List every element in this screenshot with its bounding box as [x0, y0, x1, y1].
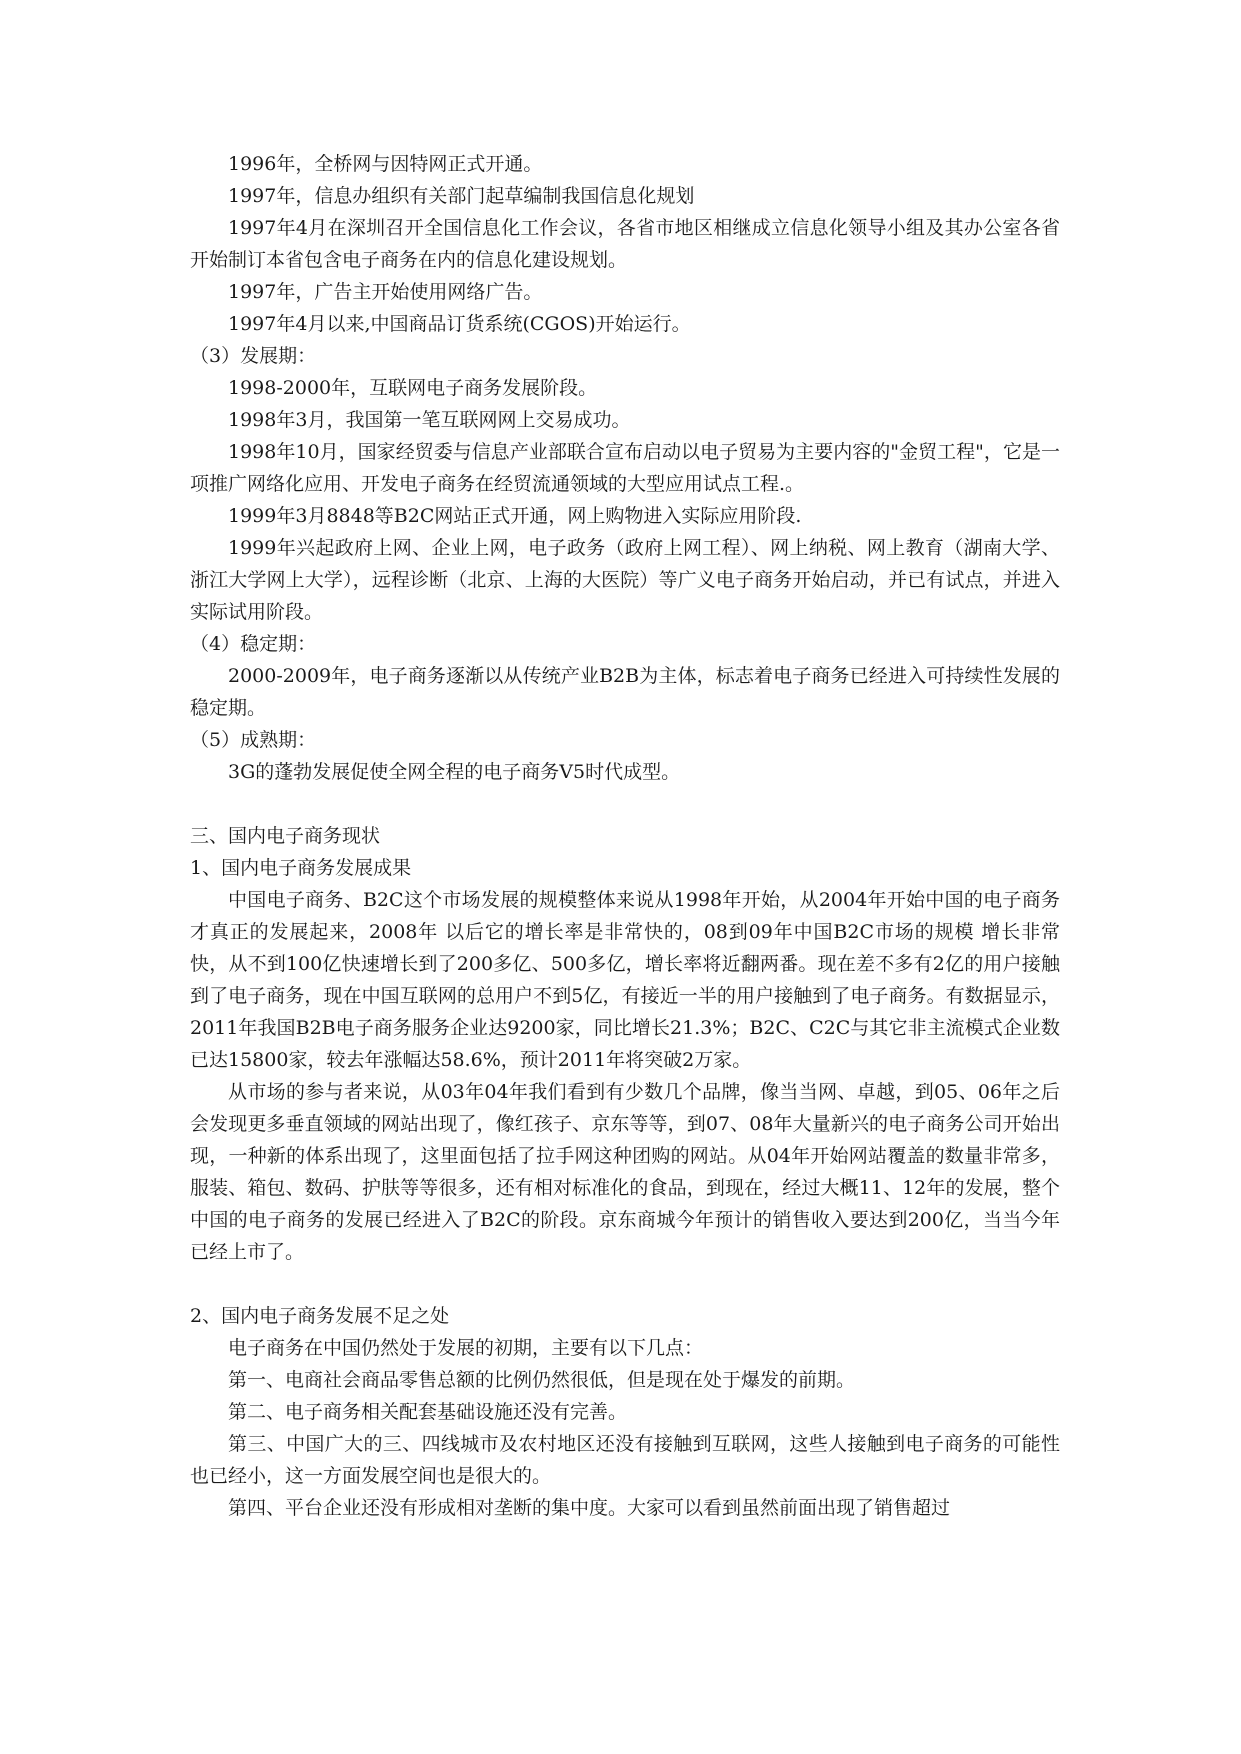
body-paragraph: 1997年，广告主开始使用网络广告。 — [228, 281, 543, 303]
body-paragraph: 1999年3月8848等B2C网站正式开通，网上购物进入实际应用阶段. — [228, 505, 802, 527]
body-paragraph: 1997年4月以来,中国商品订货系统(CGOS)开始运行。 — [228, 313, 691, 335]
body-paragraph: 1998年3月，我国第一笔互联网网上交易成功。 — [228, 409, 631, 431]
body-paragraph: 第三、中国广大的三、四线城市及农村地区还没有接触到互联网，这些人接触到电子商务的可能性也已经小，这一方面发展空间也是很大的。 — [190, 1433, 1060, 1487]
blank-line — [190, 1268, 1060, 1300]
section-heading: 三、国内电子商务现状 — [190, 825, 381, 847]
section-heading: （5）成熟期： — [190, 729, 317, 751]
body-paragraph: 1997年，信息办组织有关部门起草编制我国信息化规划 — [228, 185, 695, 207]
body-paragraph: 3G的蓬勃发展促使全网全程的电子商务V5时代成型。 — [228, 761, 681, 783]
body-paragraph: 第一、电商社会商品零售总额的比例仍然很低，但是现在处于爆发的前期。 — [228, 1369, 856, 1391]
body-paragraph: 第二、电子商务相关配套基础设施还没有完善。 — [228, 1401, 628, 1423]
section-heading: 1、国内电子商务发展成果 — [190, 857, 412, 879]
section-heading: （4）稳定期： — [190, 633, 317, 655]
body-paragraph: 中国电子商务、B2C这个市场发展的规模整体来说从1998年开始，从2004年开始中国的电子商务才真正的发展起来，2008年 以后它的增长率是非常快的，08到09年中国B2C市场的规模 增长非常快，从不到100亿快速增长到了200多亿、500多亿，增长率将近翻两番。现在差不多有2亿的用户接触到了电子商务，现在中国互联网的总用户不到5亿，有接近一半的用户接触到了电子商务。有数据显示，2011年我国B2B电子商务服务企业达9200家，同比增长21.3%；B2C、C2C与其它非主流模式企业数已达15800家，较去年涨幅达58.6%，预计2011年将突破2万家。 — [190, 889, 1060, 1071]
body-paragraph: 1998-2000年，互联网电子商务发展阶段。 — [228, 377, 598, 399]
blank-line — [190, 788, 1060, 820]
body-paragraph: 1999年兴起政府上网、企业上网，电子政务（政府上网工程）、网上纳税、网上教育（湖南大学、浙江大学网上大学），远程诊断（北京、上海的大医院）等广义电子商务开始启动，并已有试点，并进入实际试用阶段。 — [190, 537, 1060, 623]
body-paragraph: 从市场的参与者来说，从03年04年我们看到有少数几个品牌，像当当网、卓越，到05、06年之后会发现更多垂直领域的网站出现了，像红孩子、京东等等，到07、08年大量新兴的电子商务公司开始出现，一种新的体系出现了，这里面包括了拉手网这种团购的网站。从04年开始网站覆盖的数量非常多，服装、箱包、数码、护肤等等很多，还有相对标准化的食品，到现在，经过大概11、12年的发展，整个中国的电子商务的发展已经进入了B2C的阶段。京东商城今年预计的销售收入要达到200亿，当当今年已经上市了。 — [190, 1081, 1060, 1263]
section-heading: 2、国内电子商务发展不足之处 — [190, 1305, 450, 1327]
body-paragraph: 1997年4月在深圳召开全国信息化工作会议，各省市地区相继成立信息化领导小组及其办公室各省开始制订本省包含电子商务在内的信息化建设规划。 — [190, 217, 1060, 271]
document-page — [190, 148, 1060, 1524]
body-paragraph: 电子商务在中国仍然处于发展的初期，主要有以下几点： — [228, 1337, 704, 1359]
body-paragraph: 1998年10月，国家经贸委与信息产业部联合宣布启动以电子贸易为主要内容的"金贸工程"，它是一项推广网络化应用、开发电子商务在经贸流通领域的大型应用试点工程.。 — [190, 441, 1060, 495]
body-paragraph: 1996年，全桥网与因特网正式开通。 — [228, 153, 543, 175]
section-heading: （3）发展期： — [190, 345, 317, 367]
body-paragraph: 2000-2009年，电子商务逐渐以从传统产业B2B为主体，标志着电子商务已经进入可持续性发展的稳定期。 — [190, 665, 1060, 719]
body-paragraph: 第四、平台企业还没有形成相对垄断的集中度。大家可以看到虽然前面出现了销售超过 — [228, 1497, 951, 1519]
